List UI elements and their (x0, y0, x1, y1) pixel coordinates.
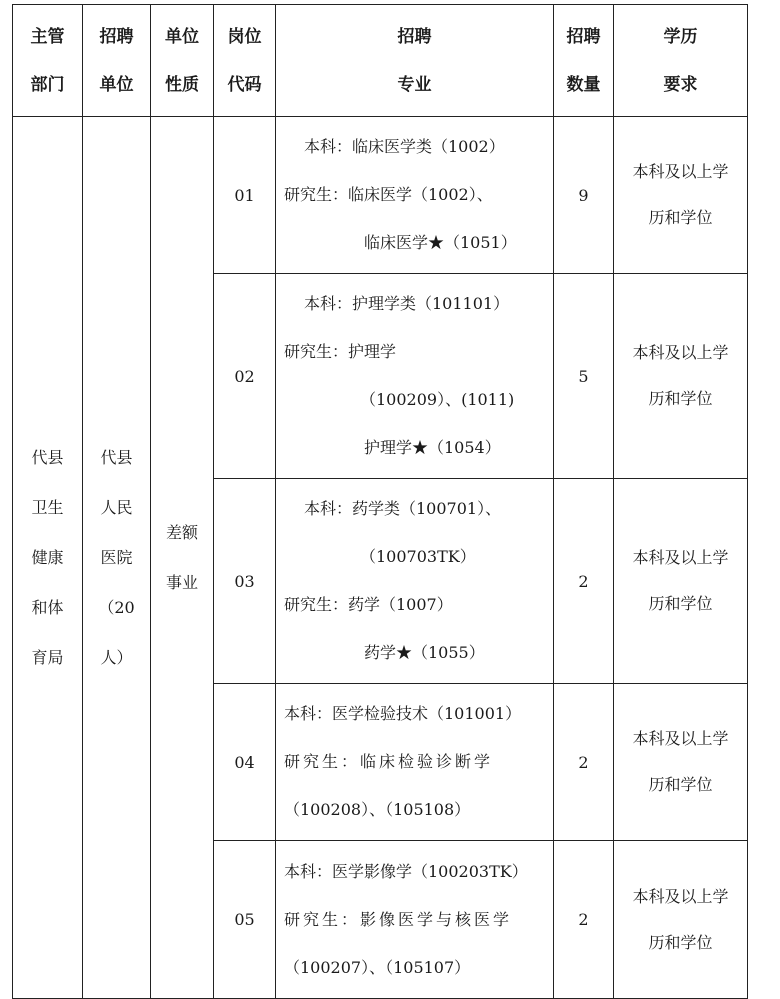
header-unit: 招聘 单位 (83, 5, 151, 117)
count-cell: 9 (554, 117, 614, 274)
header-dept: 主管 部门 (13, 5, 83, 117)
count-cell: 2 (554, 479, 614, 684)
edu-cell: 本科及以上学 历和学位 (614, 841, 748, 999)
header-major: 招聘 专业 (276, 5, 554, 117)
nature-cell: 差额 事业 (151, 117, 214, 999)
code-cell: 03 (214, 479, 276, 684)
code-cell: 05 (214, 841, 276, 999)
major-cell: 本科：医学影像学（100203TK） 研究生：影像医学与核医学 （100207）、（105107） (276, 841, 554, 999)
header-code: 岗位 代码 (214, 5, 276, 117)
code-cell: 02 (214, 274, 276, 479)
unit-cell: 代县 人民 医院 （20 人） (83, 117, 151, 999)
edu-cell: 本科及以上学 历和学位 (614, 274, 748, 479)
header-nature: 单位 性质 (151, 5, 214, 117)
recruitment-table-container (12, 4, 748, 999)
dept-cell: 代县 卫生 健康 和体 育局 (13, 117, 83, 999)
code-cell: 04 (214, 684, 276, 841)
header-row (13, 5, 748, 117)
code-cell: 01 (214, 117, 276, 274)
header-count: 招聘 数量 (554, 5, 614, 117)
major-cell: 本科：药学类（100701）、 （100703TK） 研究生：药学（1007） 药学★（1055） (276, 479, 554, 684)
edu-cell: 本科及以上学 历和学位 (614, 479, 748, 684)
count-cell: 2 (554, 841, 614, 999)
header-edu: 学历 要求 (614, 5, 748, 117)
major-cell: 本科：医学检验技术（101001） 研究生：临床检验诊断学 （100208）、（105108） (276, 684, 554, 841)
table-row (13, 117, 748, 274)
edu-cell: 本科及以上学 历和学位 (614, 684, 748, 841)
count-cell: 2 (554, 684, 614, 841)
count-cell: 5 (554, 274, 614, 479)
major-cell: 本科：临床医学类（1002） 研究生：临床医学（1002）、 临床医学★（1051） (276, 117, 554, 274)
recruitment-table (12, 4, 748, 999)
edu-cell: 本科及以上学 历和学位 (614, 117, 748, 274)
major-cell: 本科：护理学类（101101） 研究生：护理学 （100209）、(1011) 护理学★（1054） (276, 274, 554, 479)
